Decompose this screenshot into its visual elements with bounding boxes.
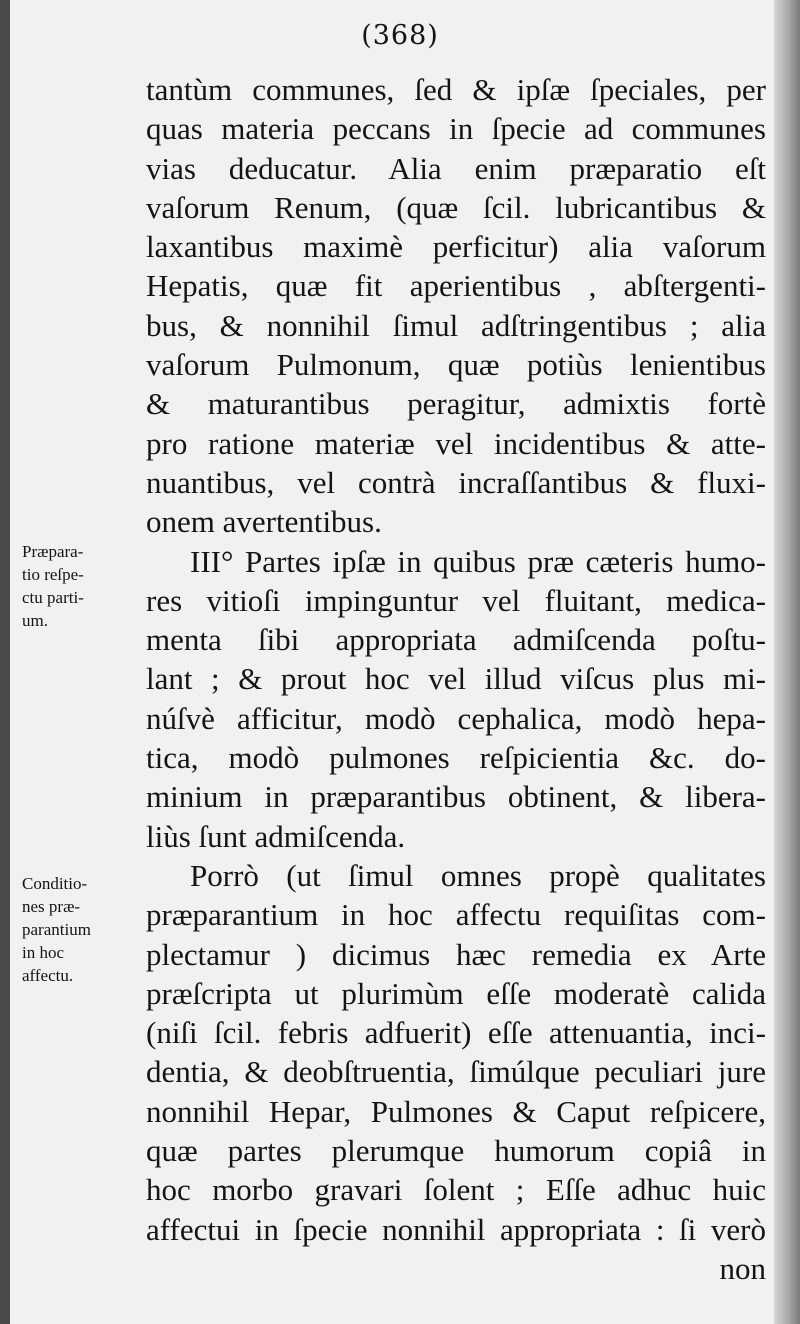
body-text xyxy=(146,70,766,1288)
margin-note-line: tio reſpe- xyxy=(22,565,84,584)
text-line: pro ratione materiæ vel incidentibus & atte- xyxy=(146,425,766,461)
page-number: (368) xyxy=(361,20,439,51)
text-line: tantùm communes, ſed & ipſæ ſpeciales, per xyxy=(146,72,766,107)
text-line: laxantibus maximè perficitur) alia vaſorum xyxy=(146,229,766,265)
text-line: hoc morbo gravari ſolent ; Eſſe adhuc huic xyxy=(146,1172,766,1208)
margin-note-conditiones xyxy=(22,872,142,987)
text-line: nonnihil Hepar, Pulmones & Caput reſpicere, xyxy=(146,1093,766,1129)
text-line: minium in præparantibus obtinent, & libera- xyxy=(146,779,766,815)
margin-note-line: Præpara- xyxy=(22,542,84,561)
text-line: vaſorum Pulmonum, quæ potiùs lenientibus xyxy=(146,347,766,383)
margin-note-line: um. xyxy=(22,611,48,630)
text-line: affectui in ſpecie nonnihil appropriata : ſi verò xyxy=(146,1211,766,1247)
text-line: nuantibus, vel contrà incraſſantibus & fluxi- xyxy=(146,464,766,500)
scan-edge-left xyxy=(0,0,10,1324)
margin-note-line: in hoc xyxy=(22,943,65,962)
margin-note-praeparatio xyxy=(22,540,142,632)
text-line: vaſorum Renum, (quæ ſcil. lubricantibus & xyxy=(146,189,766,225)
text-line: dentia, & deobſtruentia, ſimúlque peculiari jure xyxy=(146,1054,766,1090)
text-line: onem avertentibus. xyxy=(146,504,382,540)
margin-note-line: ctu parti- xyxy=(22,588,84,607)
catchword: non xyxy=(719,1250,766,1286)
margin-note-line: nes præ- xyxy=(22,897,81,916)
text-line: vias deducatur. Alia enim præparatio eſt xyxy=(146,150,766,186)
text-line: núſvè afficitur, modò cephalica, modò hepa- xyxy=(146,700,766,736)
text-line: plectamur ) dicimus hæc remedia ex Arte xyxy=(146,936,766,972)
text-line: quas materia peccans in ſpecie ad communes xyxy=(146,111,766,147)
text-line: tica, modò pulmones reſpicientia &c. do- xyxy=(146,740,766,776)
text-line: liùs ſunt admiſcenda. xyxy=(146,818,406,854)
text-line: res vitioſi impinguntur vel fluitant, medica- xyxy=(146,582,766,618)
margin-note-line: Conditio- xyxy=(22,874,88,893)
text-line: III° Partes ipſæ in quibus præ cæteris humo- xyxy=(190,543,766,579)
margin-note-line: parantium xyxy=(22,920,91,939)
text-line: Porrò (ut ſimul omnes propè qualitates xyxy=(190,857,766,893)
text-line: lant ; & prout hoc vel illud viſcus plus mi- xyxy=(146,661,766,697)
margin-note-line: affectu. xyxy=(22,966,74,985)
scan-edge-right xyxy=(774,0,800,1324)
text-line: bus, & nonnihil ſimul adſtringentibus ; alia xyxy=(146,307,766,343)
text-line: quæ partes plerumque humorum copiâ in xyxy=(146,1133,766,1169)
text-line: menta ſibi appropriata admiſcenda poſtu- xyxy=(146,622,766,658)
text-line: & maturantibus peragitur, admixtis fortè xyxy=(146,386,766,422)
text-line: præſcripta ut plurimùm eſſe moderatè calida xyxy=(146,975,766,1011)
text-line: præparantium in hoc affectu requiſitas com- xyxy=(146,897,766,933)
text-line: (niſi ſcil. febris adfuerit) eſſe attenuantia, inci- xyxy=(146,1015,766,1051)
text-line: Hepatis, quæ fit aperientibus , abſtergenti- xyxy=(146,268,766,304)
